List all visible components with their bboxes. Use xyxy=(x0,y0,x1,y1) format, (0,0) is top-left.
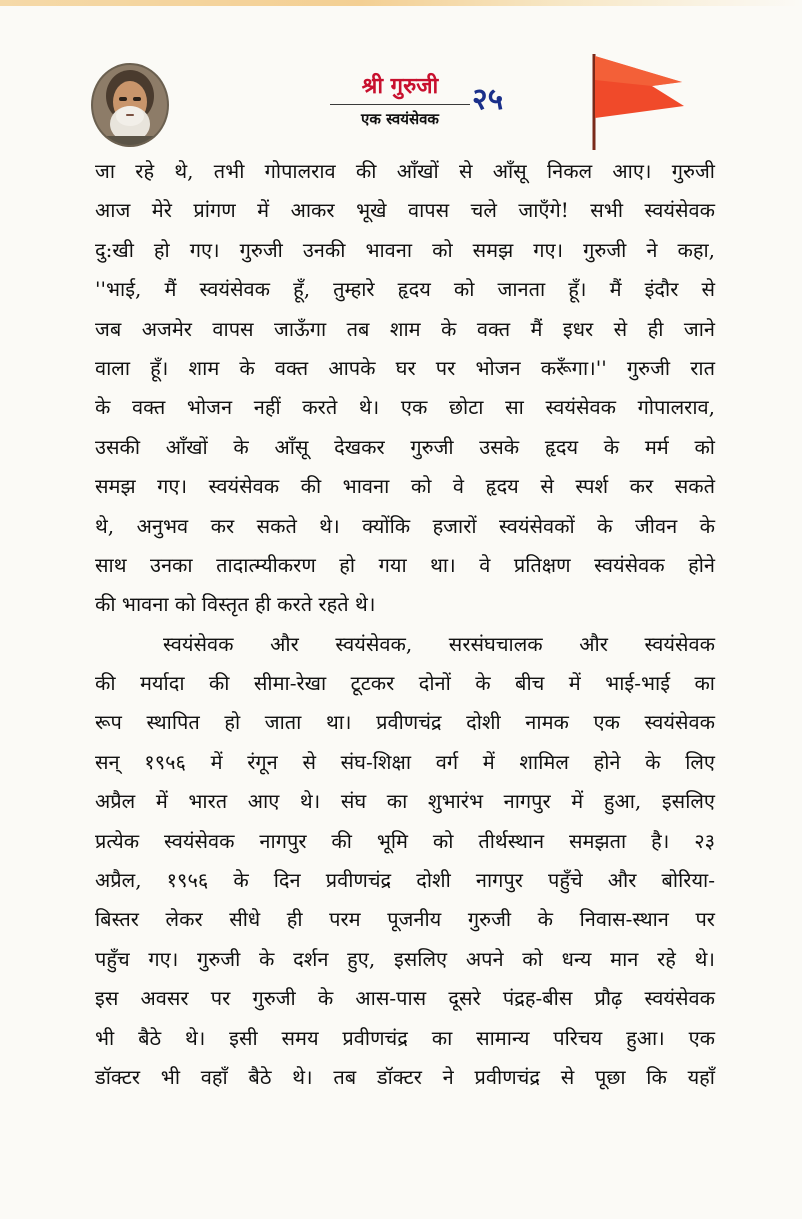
text-line: अप्रैल में भारत आए थे। संघ का शुभारंभ नागपुर में हुआ, इसलिए xyxy=(95,789,715,814)
book-title: श्री गुरुजी xyxy=(361,74,439,99)
page-number: २५ xyxy=(472,82,504,117)
text-line: अप्रैल, १९५६ के दिन प्रवीणचंद्र दोशी नागपुर पहुँचे और बोरिया- xyxy=(95,868,715,893)
text-line: की मर्यादा की सीमा-रेखा टूटकर दोनों के बीच में भाई-भाई का xyxy=(95,671,715,696)
text-line: के वक्त भोजन नहीं करते थे। एक छोटा सा स्वयंसेवक गोपालराव, xyxy=(95,395,715,420)
text-line: समझ गए। स्वयंसेवक की भावना को वे हृदय से स्पर्श कर सकते xyxy=(95,474,715,499)
saffron-flag-icon xyxy=(586,50,686,150)
text-line: उसकी आँखों के आँसू देखकर गुरुजी उसके हृदय के मर्म को xyxy=(95,434,715,459)
text-line: जा रहे थे, तभी गोपालराव की आँखों से आँसू निकल आए। गुरुजी xyxy=(95,159,715,183)
text-line: आज मेरे प्रांगण में आकर भूखे वापस चले जाएँगे! सभी स्वयंसेवक xyxy=(95,198,715,223)
text-line: पहुँच गए। गुरुजी के दर्शन हुए, इसलिए अपने को धन्य मान रहे थे। xyxy=(95,946,715,971)
text-line: डॉक्टर भी वहाँ बैठे थे। तब डॉक्टर ने प्रवीणचंद्र से पूछा कि यहाँ xyxy=(95,1064,715,1089)
running-header xyxy=(330,72,470,130)
header-rule xyxy=(330,104,470,105)
text-line: रूप स्थापित हो जाता था। प्रवीणचंद्र दोशी नामक एक स्वयंसेवक xyxy=(95,710,715,735)
text-line: दु:खी हो गए। गुरुजी उनकी भावना को समझ गए। गुरुजी ने कहा, xyxy=(95,237,715,262)
portrait-photo xyxy=(90,62,170,148)
text-line: बिस्तर लेकर सीधे ही परम पूजनीय गुरुजी के निवास-स्थान पर xyxy=(95,907,715,932)
text-line: साथ उनका तादात्म्यीकरण हो गया था। वे प्रतिक्षण स्वयंसेवक होने xyxy=(95,552,715,577)
top-edge-strip xyxy=(0,0,802,6)
body-text xyxy=(95,152,715,1097)
paragraph-start-line: स्वयंसेवक और स्वयंसेवक, सरसंघचालक और स्वयंसेवक xyxy=(163,631,715,656)
text-line: सन् १९५६ में रंगून से संघ-शिक्षा वर्ग में शामिल होने के लिए xyxy=(95,749,715,774)
text-line: इस अवसर पर गुरुजी के आस-पास दूसरे पंद्रह-बीस प्रौढ़ स्वयंसेवक xyxy=(95,986,715,1011)
text-line: जब अजमेर वापस जाऊँगा तब शाम के वक्त मैं इधर से ही जाने xyxy=(95,316,715,341)
text-line: भी बैठे थे। इसी समय प्रवीणचंद्र का सामान्य परिचय हुआ। एक xyxy=(95,1025,715,1050)
text-line: थे, अनुभव कर सकते थे। क्योंकि हजारों स्वयंसेवकों के जीवन के xyxy=(95,513,715,538)
book-subtitle: एक स्वयंसेवक xyxy=(361,110,439,128)
text-line: प्रत्येक स्वयंसेवक नागपुर की भूमि को तीर्थस्थान समझता है। २३ xyxy=(95,828,715,853)
text-line: वाला हूँ। शाम के वक्त आपके घर पर भोजन करूँगा।'' गुरुजी रात xyxy=(95,355,715,380)
text-line: ''भाई, मैं स्वयंसेवक हूँ, तुम्हारे हृदय को जानता हूँ। मैं इंदौर से xyxy=(95,277,715,302)
text-line: की भावना को विस्तृत ही करते रहते थे। xyxy=(95,592,376,617)
